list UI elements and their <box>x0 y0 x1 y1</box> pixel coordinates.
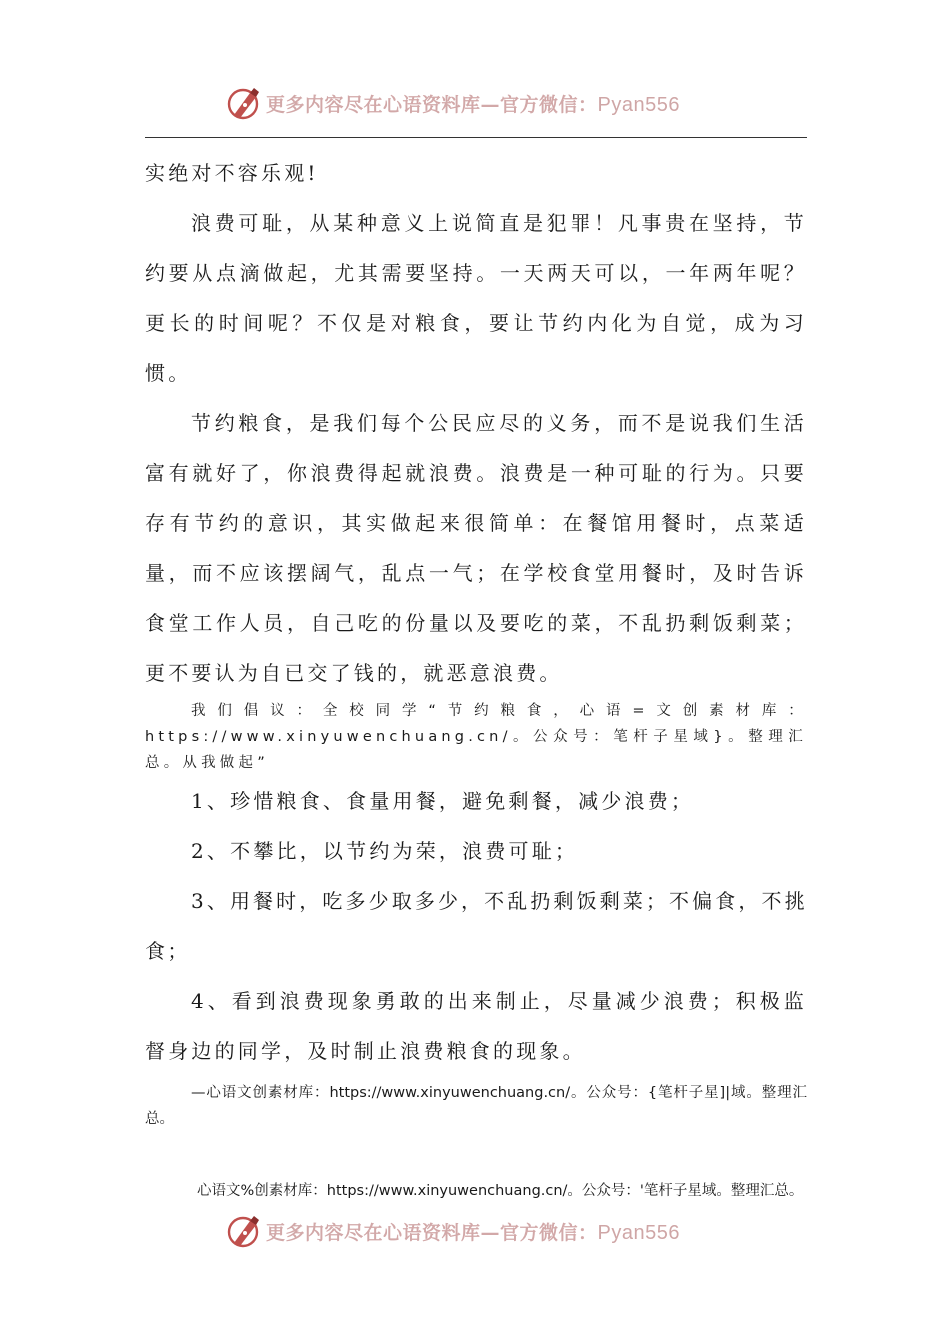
paragraph-0: 实绝对不容乐观! <box>145 161 319 185</box>
list-item-4: 4、看到浪费现象勇敢的出来制止，尽量减少浪费；积极监督身边的同学，及时制止浪费粮食的现象。 <box>145 989 807 1063</box>
pen-nib-logo-icon <box>226 1213 262 1249</box>
document-body <box>145 148 807 1204</box>
wechat-id: Pyan556 <box>597 1222 680 1244</box>
header-banner <box>0 82 950 126</box>
source-note-1: —心语文创素材库：https://www.xinyuwenchuang.cn/。公众号：{笔杆子星]|域。整理汇总。 <box>145 1085 807 1127</box>
list-item-2: 2、不攀比，以节约为荣，浪费可耻； <box>191 839 579 863</box>
footer-banner <box>0 1210 950 1254</box>
list-item-3: 3、用餐时，吃多少取多少，不乱扔剩饭剩菜；不偏食，不挑食； <box>145 889 807 963</box>
pen-nib-logo-icon <box>226 85 262 121</box>
paragraph-2: 节约粮食，是我们每个公民应尽的义务，而不是说我们生活富有就好了，你浪费得起就浪费。浪费是一种可耻的行为。只要存有节约的意识，其实做起来很简单：在餐馆用餐时，点菜适量，而不应该摆阔气，乱点一气；在学校食堂用餐时，及时告诉食堂工作人员，自己吃的份量以及要吃的菜，不乱扔剩饭剩菜；更不要认为自已交了钱的，就恶意浪费。 <box>145 411 807 685</box>
proposal-line: 我们倡议：全校同学“节约粮食，心语=文创素材库：https://www.xinyuwenchuang.cn/。公众号：笔杆子星域}。整理汇总。从我做起” <box>145 703 807 771</box>
wechat-id: Pyan556 <box>597 94 680 116</box>
list-item-1: 1、珍惜粮食、食量用餐，避免剩餐，减少浪费； <box>191 789 695 813</box>
paragraph-1: 浪费可耻，从某种意义上说简直是犯罪！凡事贵在坚持，节约要从点滴做起，尤其需要坚持。一天两天可以，一年两年呢？更长的时间呢？不仅是对粮食，要让节约内化为自觉，成为习惯。 <box>145 211 807 385</box>
source-note-2: 心语文%创素材库：https://www.xinyuwenchuang.cn/。公众号：'笔杆子星域。整理汇总。 <box>197 1183 804 1199</box>
banner-text: 更多内容尽在心语资料库—官方微信：Pyan556 <box>266 1222 680 1244</box>
banner-text: 更多内容尽在心语资料库—官方微信：Pyan556 <box>266 94 680 116</box>
header-divider <box>145 137 807 138</box>
